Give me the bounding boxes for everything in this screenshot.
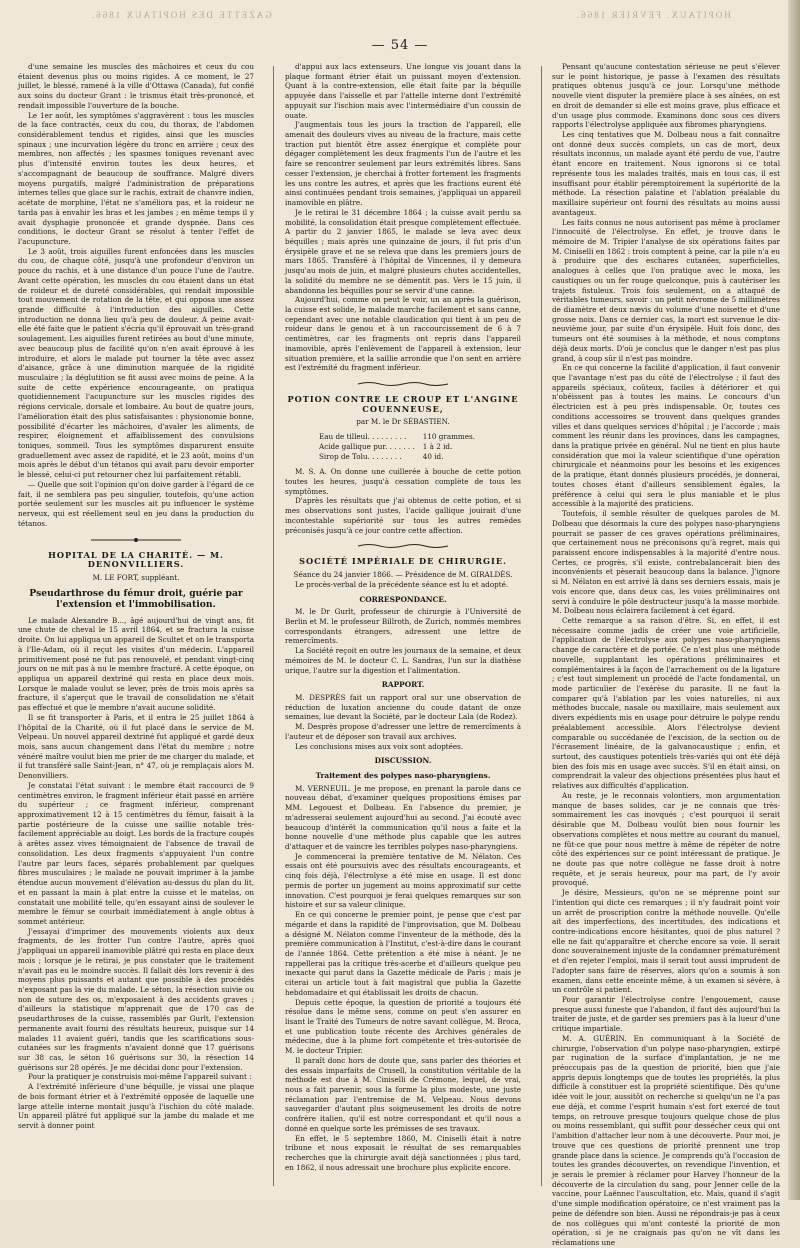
- paragraph: M. S. A. On donne une cuillerée à bouche de cette potion toutes les heures, jusqu'à cessation complète de tous les symptômes.: [285, 467, 521, 496]
- paragraph: M. DESPRÈS fait un rapport oral sur une observation de réduction de luxation ancienne du coude datant de onze semaines, lue devant la Société, par le docteur Lala (de Rodez).: [285, 692, 521, 722]
- paragraph: Il se fit transporter à Paris, et il entra le 25 juillet 1864 à l'hôpital de la Charité, où il fut placé dans le service de M. Velpeau. Un nouvel appareil dextriné fut appliqué et gardé deux mois, sans aucun changement dans l'état du membre ; notre vénéré maître voulut bien me prier de me charger du malade, et il fut transféré salle Saint-Jean, n° 47, où je remplaçais alors M. Denonvilliers.: [18, 712, 254, 781]
- society-title: SOCIÉTÉ IMPÉRIALE DE CHIRURGIE.: [299, 556, 507, 567]
- page-number: — 54 —: [371, 38, 429, 53]
- recipe-row: [315, 432, 479, 442]
- paragraph: Le 1er août, les symptômes s'aggravèrent : tous les muscles de la face contractés, ceux du cou, du thorax, de l'abdomen considérablement tendus et rigides, ainsi que les muscles spinaux ; une incurvation légère du tronc en arrière ; ceux des membres, non affectés ; les spasmes toniques revenant avec plus d'intensité environ toutes les deux heures, et s'accompagnant de beaucoup de souffrance. Malgré divers moyens purgatifs, malgré l'administration de préparations internes telles que glace sur le rachis, extrait de chanvre indien, acétate de morphine, l'état ne s'améliora pas, et la roideur ne tarda pas à envahir les bras et les jambes ; en même temps il y avait dysphagie prononcée et grande dyspnée. Dans ces conditions, le docteur Grant se résolut à tenter l'effet de l'acupuncture.: [18, 110, 254, 246]
- topic-title: Traitement des polypes naso-pharyngiens.: [315, 771, 491, 780]
- column-3: [552, 62, 780, 1247]
- recipe-qty: 110 grammes.: [422, 432, 475, 442]
- paragraph: Le procès-verbal de la précédente séance est lu et adopté.: [295, 579, 509, 589]
- paragraph: — Quelle que soit l'opinion qu'on doive garder à l'égard de ce fait, il ne semblera pas peu singulier, toutefois, qu'une action portée seulement sur les muscles ait pu influencer le système nerveux, qui est réellement seul en jeu dans la production du tétanos.: [18, 479, 254, 528]
- paragraph: D'après les résultats que j'ai obtenus de cette potion, et si mes observations sont justes, l'acide gallique jouirait d'une incontestable supériorité sur tous les autres remèdes préconisés jusqu'à ce jour contre cette affection.: [285, 496, 521, 535]
- recipe-row: [315, 442, 479, 452]
- recipe-item: Sirop de Tolu. . . . . . . .: [319, 451, 402, 461]
- recipe-item: Eau de tilleul. . . . . . . . .: [319, 432, 407, 442]
- paragraph: En ce qui concerne le premier point, je pense que c'est par mégarde et dans la rapidité de l'improvisation, que M. Dolbeau a désigné M. Nélaton comme l'inventeur de la méthode, dès la première communication à l'Institut, c'est-à-dire dans le courant de l'année 1864. Cette prétention a été mise à néant. Je ne rappellerai pas la critique très-acerbe et d'ailleurs quelque peu inexacte qui parut dans la Gazette médicale de Paris ; mais je citerai un article tout à fait magistral que publia la Gazette hebdomadaire et qui établissait les droits de chacun.: [285, 910, 521, 997]
- paragraph: J'augmentais tous les jours la traction de l'appareil, elle amenait des douleurs vives au niveau de la fracture, mais cette traction put bientôt être assez énergique et complète pour dégager complètement les deux fragments l'un de l'autre et les faire se rencontrer seulement par leurs extrémités libres. Sans cesser l'extension, je cherchai à frotter fortement les fragments les uns contre les autres, et après que les fractions eurent été ainsi continuées pendant trois semaines, j'appliquai un appareil inamovible en plâtre.: [285, 120, 521, 208]
- separator-ornament: [81, 537, 191, 543]
- paragraph: M. VERNEUIL. Je me propose, en prenant la parole dans ce nouveau débat, d'examiner quelques propositions émises par MM. Legouest et Dolbeau. En l'absence du premier, je m'adresserai seulement aujourd'hui au second. J'ai écouté avec beaucoup d'intérêt la communication qu'il nous a faite et la bonne nouvelle d'une méthode plus capable que les autres d'attaquer et de vaincre les terribles polypes naso-pharyngiens.: [285, 783, 521, 852]
- paragraph: Je désire, Messieurs, qu'on ne se méprenne point sur l'intention qui dicte ces remarques ; il n'y faudrait point voir un arrêt de proscription contre la méthode nouvelle. Qu'elle ait des imperfections, des incertitudes, des indications et contre-indications encore hésitantes, quoi de plus naturel ? elle ne fait qu'apparaître et cherche encore sa voie. Il serait donc souverainement injuste de la condamner prématurément et d'en rejeter l'emploi, mais il serait tout aussi imprudent de l'adopter sans faire de réserves, alors qu'on a soumis à son examen, dans cette enceinte même, à un examen si sévère, à un contrôle si patient.: [552, 888, 780, 995]
- paragraph: Aujourd'hui, comme on peut le voir, un an après la guérison, la cuisse est solide, le malade marche facilement et sans canne, cependant avec une notable claudication qui tient à un peu de roideur dans le genou et à un raccourcissement de 6 à 7 centimètres, car les fragments ont repris dans l'appareil inamovible, après l'enlèvement de l'appareil à extension, leur situation première, et la saillie arrondie que l'on sent en arrière est l'extrémité du fragment inférieur.: [285, 295, 521, 373]
- separator-ornament: [348, 543, 458, 549]
- session-line: Séance du 24 janvier 1866. — Présidence de M. GIRALDÈS.: [293, 570, 513, 580]
- column-1: [18, 62, 254, 1190]
- paragraph: Toutefois, il semble résulter de quelques paroles de M. Dolbeau que désormais la cure des polypes naso-pharyngiens pourrait se passer de ces graves opérations préliminaires, que certainement nous ne préconisons qu'à regret, mais qui paraissent encore indispensables à la majorité d'entre nous. Certes, ce progrès, s'il existe, contrebalancerait bien des inconvénients et pèserait beaucoup dans la balance. J'ignore si M. Nélaton en est arrivé là dans ses derniers essais, mais je vois encore que, dans deux cas, les voies préliminaires ont servi à conduire le pôle destructeur jusqu'à la masse morbide. M. Dolbeau nous éclairera facilement à cet égard.: [552, 509, 780, 616]
- paragraph: Le 3 août, trois aiguilles furent enfoncées dans les muscles du cou, de chaque côté, jusqu'à une profondeur d'environ un pouce du rachis, et à une distance d'un pouce l'une de l'autre. Avant cette opération, les muscles du cou étaient dans un état de roideur et de dureté considérables, qui rendait impossible tout mouvement de rotation de la tête, et qui opposa une assez grande difficulté à l'introduction des aiguilles. Cette introduction ne donna lieu qu'à peu de douleur. A peine avait-elle été faite que le patient s'écria qu'il éprouvait un très-grand soulagement. Les aiguilles furent retirées au bout d'une minute, avec beaucoup plus de facilité qu'on n'en avait éprouvé à les introduire, et alors le malade put tourner la tête avec assez d'aisance, grâce à une diminution marquée de la rigidité musculaire ; la déglutition se fit aussi avec moins de peine. A la suite de cette expérience encourageante, on pratiqua quotidiennement l'acupuncture sur les muscles rigides des régions cervicale, dorsale et lombaire. Au bout de quatre jours, l'amélioration était des plus satisfaisantes : physionomie bonne, possibilité d'écarter les mâchoires, d'avaler les aliments, de respirer, éloignement et affaiblissement des convulsions toniques, sommeil. Tous les symptômes disparurent ensuite graduellement avec assez de rapidité, et le 23 août, moins d'un mois après le début d'un tétanos qui avait paru devoir emporter le blessé, celui-ci put retourner chez lui parfaitement rétabli.: [18, 246, 254, 480]
- bleed-through-text-right: HOPITAUX. FEVRIER 1866.: [575, 10, 731, 20]
- potion-title: POTION CONTRE LE CROUP ET L'ANGINE COUENNEUSE,: [287, 394, 519, 414]
- article-title: Pseudarthrose du fémur droit, guérie par l'extension et l'immobilisation.: [29, 587, 243, 610]
- paragraph: Les conclusions mises aux voix sont adoptées.: [295, 741, 464, 751]
- paragraph: En ce qui concerne la facilité d'application, il faut convenir que l'avantage n'est pas du côté de l'électrolyse ; il faut des appareils spéciaux, coûteux, faciles à détériorer et qui n'obéissent pas à toutes les mains. Le concours d'un électricien est à peu près indispensable. Or, toutes ces conditions accessoires se trouvent dans quelques grandes villes et dans quelques services d'hôpital ; je l'accorde ; mais comment les réunir dans les provinces, dans les campagnes, dans la pratique privée en général. Nul ne tient en plus haute considération que moi la valeur scientifique d'une opération chirurgicale et néanmoins pour les besoins et les exigences de la pratique, étant donnés plusieurs procédés, je donnerai, toutes choses étant d'ailleurs sensiblement égales, la préférence à celui qui sera le plus maniable et le plus accessible à la majorité des praticiens.: [552, 363, 780, 509]
- discussion-title: DISCUSSION.: [374, 756, 432, 766]
- recipe-qty: 1 à 2 id.: [422, 441, 453, 451]
- recipe-row: [315, 452, 479, 462]
- page-header: [0, 0, 800, 54]
- correspondence-title: CORRESPONDANCE.: [359, 594, 447, 604]
- paragraph: Depuis cette époque, la question de priorité a toujours été résolue dans le même sens, comme on peut s'en assurer en lisant le Traité des Tumeurs de notre savant collègue, M. Broca, et une publication toute récente des Archives générales de médecine, due à la plume fort compétente et très-autorisée de M. le docteur Tripier.: [285, 997, 521, 1056]
- paragraph: M. le Dr Gurlt, professeur de chirurgie à l'Université de Berlin et M. le professeur Billroth, de Zurich, nommés membres correspondants étrangers, adressent une lettre de remercîments.: [285, 607, 521, 646]
- potion-byline: par M. le Dr SÉBASTIEN.: [356, 417, 450, 427]
- hospital-byline: M. LE FORT, suppléant.: [92, 572, 180, 582]
- paragraph: d'appui aux lacs extenseurs. Une longue vis jouant dans la plaque formant étrier était un puissant moyen d'extension. Quant à la contre-extension, elle était faite par la béquille appuyée dans l'aisselle et par l'attelle interne dont l'extrémité appuyait sur l'ischion mais avec l'intermédiaire d'un coussin de ouate.: [285, 62, 521, 120]
- paragraph: Pour la pratiquer je construisis moi-même l'appareil suivant :: [28, 1072, 252, 1082]
- paragraph: J'essayai d'imprimer des mouvements violents aux deux fragments, de les frotter l'un contre l'autre, après quoi j'appliquai un appareil inamovible plâtré qui resta en place deux mois ; lorsque je le retirai, je pus constater que le traitement n'avait pas eu le moindre succès. Il fallait dès lors revenir à des moyens plus puissants et autant que possible à des procédés n'exposant pas la vie du malade. Le séton, la résection suivie ou non de suture des os, m'exposaient à des accidents graves ; d'ailleurs la statistique m'apprenait que de 170 cas de pseudarthroses de la cuisse, rassemblés par Gurlt, l'extension permanente avait fourni des résultats heureux, puisque sur 14 malades 11 avaient guéri, tandis que les scarifications sous-cutanées sur les fragments n'avaient donné que 17 guérisons sur 38 cas, le séton 16 guérisons sur 30, la résection 14 guérisons sur 28 opérés. Je me décidai donc pour l'extension.: [18, 926, 254, 1072]
- paragraph: Le malade Alexandre B..., âgé aujourd'hui de vingt ans, fit une chute de cheval le 15 avril 1864, et se fractura la cuisse droite. On lui appliqua un appareil de Scultet et on le transporta à l'Ile-Adam, où il reçut les visites d'un médecin. L'appareil primitivement posé ne fut pas renouvelé, et pendant vingt-cinq jours on ne mit pas à nu le membre fracturé. A cette époque, on appliqua un appareil dextriné qui resta en place deux mois. Lorsque le malade voulut se lever, près de trois mois après sa fracture, il s'aperçut que le travail de consolidation ne s'était pas effectué et que le membre n'avait aucune solidité.: [18, 615, 254, 713]
- paragraph: En effet, le 5 septembre 1860, M. Ciniselli était à notre tribune et nous exposait le résultat de ses remarquables recherches que la chirurgie avait déjà sanctionnées ; plus tard, en 1862, il nous adressait une brochure plus explicite encore.: [285, 1133, 521, 1172]
- separator-ornament: [348, 381, 458, 387]
- paragraph: Pour garantir l'électrolyse contre l'engouement, cause presque aussi funeste que l'abandon, il faut dès aujourd'hui la traiter de juste, et de garder ses premiers pas à la lueur d'une critique impartiale.: [552, 995, 780, 1034]
- recipe-item: Acide gallique pur. . . . . . .: [319, 441, 415, 451]
- paragraph: Je commencerai la première tentative de M. Nélaton. Ces essais ont été poursuivis avec des résultats encourageants, et cinq fois déjà, l'électrolyse a été mise en usage. Il est donc permis de porter un jugement au moins approximatif sur cette innovation. C'est pourquoi je ferai quelques remarques sur son histoire et sur sa valeur clinique.: [285, 851, 521, 910]
- recipe-qty: 40 id.: [422, 451, 444, 461]
- paragraph: Les cinq tentatives que M. Dolbeau nous a fait connaître ont donné deux succès complets, un cas de mort, deux résultats inconnus, un malade ayant été perdu de vue, l'autre étant encore en traitement. Nous ignorons si ce total représente tous les malades traités, mais en tous cas, il est insuffisant pour établir péremptoirement la supériorité de la méthode. La résection palatine et l'ablation préalable du maxillaire supérieur ont fourni des résultats au moins aussi avantageux.: [552, 130, 780, 217]
- paragraph: Je constatai l'état suivant : le membre était raccourci de 9 centimètres environ, le fragment inférieur était passé en arrière du supérieur ; ce fragment inférieur, comprenant approximativement 12 à 15 centimètres du fémur, faisait à la partie postérieure de la cuisse une saillie notable très-facilement appréciable au doigt. Les bords de la fracture coupés à arêtes assez vives témoignaient de l'absence de travail de consolidation. Les deux fragments s'appuyaient l'un contre l'autre par leurs faces, séparés probablement par quelques fibres musculaires ; le malade ne pouvait imprimer à la jambe étendue aucun mouvement d'élévation au-dessus du plan du lit, et en passant la main à plat entre la cuisse et le matelas, on constatait une mobilité telle, qu'en essayant ainsi de soulever le membre le fémur se courbait immédiatement à angle obtus à sommet antérieur.: [18, 780, 254, 926]
- column-divider: [273, 66, 274, 1186]
- column-2: [285, 62, 521, 1190]
- paragraph: Les faits connus ne nous autorisent pas même à proclamer l'innocuité de l'électrolyse. En effet, je trouve dans le mémoire de M. Tripier l'analyse de six opérations faites par M. Ciniselli en 1862 : trois comptent à peine, car la pile n'a eu à produire que des eschares cutanées, superficielles, analogues à celles que l'on pratique avec le moxa, les caustiques ou un fer rouge quelconque, puis à cautériser les trajets fistuleux. Trois fois seulement, on a attaqué de véritables tumeurs, savoir : un petit névrome de 5 millimètres de diamètre et deux nævis du volume d'une noisette et d'une grosse noix. Dans ce dernier cas, la mort est survenue le dix-neuvième jour, par suite d'un érysipèle. Huit fois donc, des tumeurs ont été soumises à la méthode, et nous comptons déjà deux morts. D'où je conclus que le danger n'est pas plus grand, à coup sûr il n'est pas moindre.: [552, 217, 780, 363]
- hospital-section-title: HOPITAL DE LA CHARITÉ. — M. DENONVILLIERS.: [48, 549, 224, 570]
- column-divider: [541, 66, 542, 1186]
- recipe-table: [315, 432, 479, 461]
- report-title: RAPPORT.: [381, 680, 425, 690]
- paragraph: Il paraît donc hors de doute que, sans parler des théories et des essais imparfaits de Crusell, la constitution véritable de la méthode est due à M. Ciniselli de Crémone, lequel, de vrai, nous a fait parvenir, sous la forme la plus modeste, une juste réclamation par l'entremise de M. Velpeau. Nous devons sauvegarder d'autant plus soigneusement les droits de notre confrère italien, qu'il est notre correspondant et qu'il nous a donné en quelque sorte les prémisses de ses travaux.: [285, 1055, 521, 1133]
- paragraph: Je le retirai le 31 décembre 1864 ; la cuisse avait perdu sa mobilité, la consolidation était presque complètement effectuée. A partir du 2 janvier 1865, le malade se leva avec deux béquilles ; mais après une quinzaine de jours, il fut pris d'un érysipèle grave et ne se releva que dans les premiers jours de mars 1865. Transféré à l'hôpital de Vincennes, il y demeura jusqu'au mois de juin, et malgré plusieurs chutes accidentelles, la solidité du membre ne se démentit pas. Vers le 15 juin, il abandonna les béquilles pour se servir d'une canne.: [285, 207, 521, 295]
- paragraph: A l'extrémité inférieure d'une béquille, je vissai une plaque de bois formant étrier et à l'extrémité opposée de laquelle une large attelle interne montait jusqu'à l'ischion du côté malade. Un appareil plâtré fut appliqué sur la jambe du malade et me servit à donner point: [18, 1082, 254, 1131]
- paragraph: M. A. GUÉRIN. En communiquant à la Société de chirurgie, l'observation d'un polype naso-pharyngien, extirpé par rugination de la surface d'implantation, je ne me préoccupais pas de la question de priorité, bien que j'aie appris depuis longtemps que de toutes les propriétés, la plus difficile à constituer est la propriété scientifique. Dès qu'une idée voit le jour, aussitôt on recherche si quelqu'un ne l'a pas eue déjà, et comme l'esprit humain s'est fort exercé de tout temps, on retrouve presque toujours quelque chose de plus ou moins ressemblant, qui suffit pour dessécher ceux qui ont l'ambition d'attacher leur nom à une découverte. Pour moi, je trouve que ces questions de priorité prennent une trop grande place dans la science. Je comprends qu'à l'occasion de toutes les grandes découvertes, on revendique l'invention, et je serais le premier à réclamer pour Harvey l'honneur de la découverte de la circulation du sang, pour Jenner celle de la vaccine, pour Laënnec l'auscultation, etc. Mais, quand il s'agit d'une simple modification opératoire, ce n'est vraiment pas la peine de défendre son bien. Aussi ne répondrais-je pas à ceux de nos collègues qui m'ont contesté la priorité de mon opération, si je ne craignais pas qu'on ne vît dans les réclamations une: [552, 1033, 780, 1247]
- paragraph: Cette remarque a sa raison d'être. Si, en effet, il est nécessaire comme jadis de créer une voie artificielle, l'application de l'électrolyse aux polypes naso-pharyngiens change de caractère et de portée. Ce n'est plus une méthode nouvelle, supplantant les opérations préliminaires et complémentaires à la façon de l'arrachement ou de la ligature ; c'est tout simplement un procédé de l'acte fondamental, un mode particulier de l'exérèse du parasite. Il ne faut la comparer qu'à l'ablation par les voies naturelles, ni aux méthodes buccale, nasale ou maxillaire, mais seulement aux divers expédients mis en usage pour détruire le polype rendu préalablement accessible. Alors l'électrolyse devient comparable ou succédanée de l'excision, de la section ou de l'écrasement linéaire, de la galvanocaustique ; enfin, et surtout, des caustiques potentiels très-variés qui ont été déjà bien des fois mis en usage avec succès. S'il en était ainsi, on comprendrait la valeur des objections présentées plus haut et relatives aux difficultés d'application.: [552, 615, 780, 791]
- bleed-through-text-left: GAZETTE DES HOPITAUX 1866.: [90, 10, 272, 20]
- paragraph: d'une semaine les muscles des mâchoires et ceux du cou étaient devenus plus ou moins rigides. A ce moment, le 27 juillet, le blessé, ramené à la ville d'Ottawa (Canada), fut confié aux soins du docteur Grant : le trismus était très-prononcé, et rendait impossible l'ouverture de la bouche.: [18, 62, 254, 110]
- binding-edge: [788, 0, 800, 1200]
- paragraph: Pensant qu'aucune contestation sérieuse ne peut s'élever sur le point historique, je passe à l'examen des résultats pratiques obtenus jusqu'à ce jour. Lorsqu'une méthode nouvelle vient disputer la première place à ses aînées, on est en droit de demander si elle est moins grave, plus efficace et d'un usage plus commode. Examinons donc sous ces divers rapports l'électrolyse appliquée aux fibromes pharyngiens.: [552, 62, 780, 130]
- paragraph: La Société reçoit en outre les journaux de la semaine, et deux mémoires de M. le docteur C. L. Sandras, l'un sur la diathèse urique, l'autre sur la digestion et l'alimentation.: [285, 646, 521, 675]
- paragraph: Au reste, je le reconnais volontiers, mon argumentation manque de bases solides, car je ne connais que très-sommairement les cas inovqués ; c'est pourquoi il serait désirable que M. Dolbeau voulût bien nous fournir les observations complètes et nous mettre au courant du manuel, ne fût-ce que pour nous mettre à même de répéter de notre côté des expériences sur ce point intéressant de pratique. Je ne doute pas que notre collègue ne fasse droit à notre requête, et je serais heureux, pour ma part, de l'y avoir provoqué.: [552, 790, 780, 888]
- paragraph: M. Desprès propose d'adresser une lettre de remercîments à l'auteur et de déposer son travail aux archives.: [285, 722, 521, 741]
